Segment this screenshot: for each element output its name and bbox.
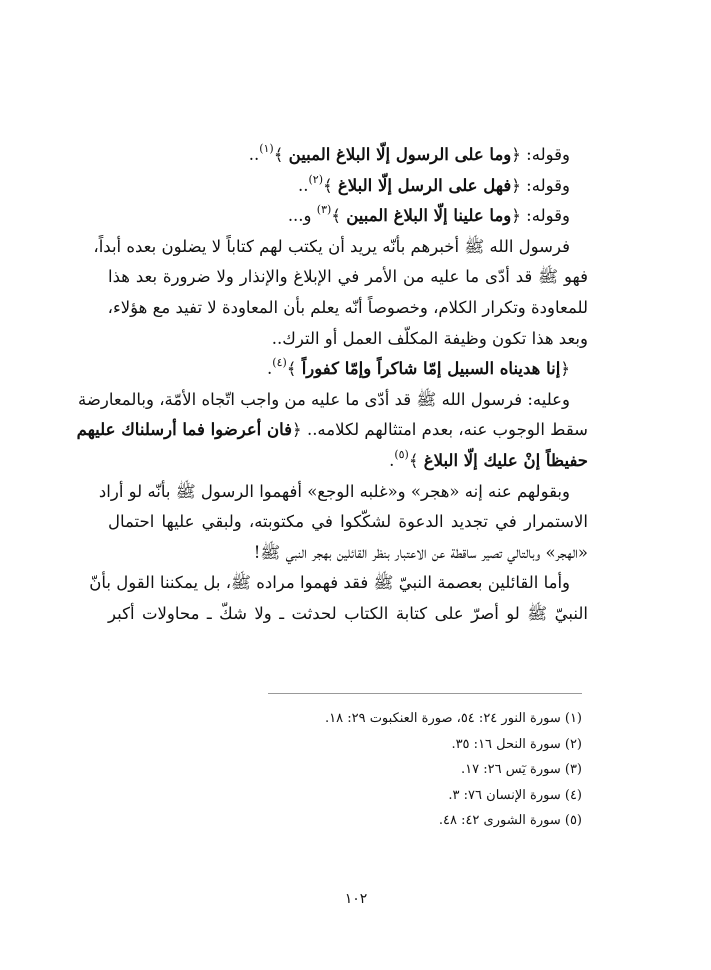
text-span: وعليه: فرسول الله ﷺ قد أدّى ما عليه من واجب اتّجاه الأمّة، وبالمعارضة (78, 389, 570, 409)
text-span: فرسول الله ﷺ أخبرهم بأنّه يريد أن يكتب لهم كتاباً لا يضلون بعده أبداً، (93, 236, 570, 256)
text-span: .. (248, 145, 260, 164)
body-text (76, 140, 588, 630)
text-line (76, 415, 588, 446)
text-line (108, 324, 588, 355)
text-span: وأما القائلين بعصمة النبيّ ﷺ فقد فهموا مراده ﷺ، بل يمكننا القول بأنّ (89, 573, 570, 593)
text-span: ﴾ (273, 145, 289, 164)
text-line (108, 171, 588, 202)
text-span: ﴾ (323, 175, 338, 195)
text-span: وقوله: ﴿ (511, 175, 570, 195)
footnote: (٢) سورة النحل ١٦: ٣٥. (451, 736, 582, 752)
text-line (108, 599, 588, 630)
page-number: ١٠٢ (344, 891, 368, 907)
text-span: وقوله: ﴿ (511, 145, 570, 164)
text-span: «الهجر» وبالتالي تصير ساقطة عن الاعتبار بنظر القائلين بهجر النبي ﷺ! (253, 542, 588, 562)
footnote: (٥) سورة الشورى ٤٢: ٤٨. (438, 813, 582, 828)
text-span: الاستمرار في تجديد الدعوة لشكّكوا في مكتوبته، ولبقي عليها احتمال (108, 512, 588, 532)
text-span: فهو ﷺ قد أدّى ما عليه من الأمر في الإبلاغ والإنذار ولا ضرورة بعد هذا (108, 267, 588, 287)
text-line (108, 262, 588, 293)
text-span: ﴾ (408, 450, 424, 470)
footnote-marker: (٤) (272, 356, 287, 370)
text-span: . (267, 359, 273, 379)
text-span: وبعد هذا تكون وظيفة المكلّف العمل أو الترك.. (271, 328, 588, 348)
text-line (108, 538, 588, 569)
text-line (78, 385, 588, 416)
text-line (89, 568, 588, 599)
text-span: ﴾ (331, 206, 347, 226)
text-line (108, 446, 588, 477)
footnotes (300, 706, 582, 834)
text-span: ﴾ (286, 359, 302, 379)
footnote-marker: (٣) (316, 203, 332, 217)
text-span: النبيّ ﷺ لو أصرّ على كتابة الكتاب لحدثت ـ ولا شكّ ـ محاولات أكبر (108, 603, 588, 623)
text-span: .. (297, 175, 309, 195)
text-line (93, 232, 588, 263)
text-span: وقوله: ﴿ (511, 206, 570, 226)
text-line (108, 507, 588, 538)
text-span: و... (287, 206, 317, 226)
footnote: (٤) سورة الإنسان ٧٦: ٣. (448, 787, 582, 803)
text-span: . (389, 450, 395, 470)
text-line (98, 477, 588, 508)
text-span: سقط الوجوب عنه، بعدم امتثالهم لكلامه.. ﴿ (292, 420, 588, 440)
quran-quote: فهل على الرسل إلّا البلاغ (337, 175, 512, 195)
text-span: للمعاودة وتكرار الكلام، وخصوصاً أنّه يعلم بأن المعاودة لا تفيد مع هؤلاء، (107, 297, 588, 317)
quran-quote: إنا هديناه السبيل إمّا شاكراً وإمّا كفوراً (301, 359, 561, 379)
quran-quote: حفيظاً إنْ عليك إلّا البلاغ (423, 450, 588, 470)
footnote: (١) سورة النور ٢٤: ٥٤، صورة العنكبوت ٢٩: ١٨. (324, 711, 582, 726)
footnote-marker: (١) (259, 142, 274, 155)
footnote: (٣) سورة يٓس ٢٦: ١٧. (460, 762, 582, 777)
footnote-marker: (٥) (394, 447, 409, 461)
text-line (108, 140, 588, 171)
quran-quote: فان أعرضوا فما أرسلناك عليهم (76, 420, 293, 440)
quran-quote: وما على الرسول إلّا البلاغ المبين (288, 145, 512, 164)
footnote-marker: (٢) (308, 172, 323, 186)
text-line (108, 201, 588, 232)
text-span: وبقولهم عنه إنه «هجر» و«غلبه الوجع» أفهموا الرسول ﷺ بأنّه لو أراد (98, 481, 570, 501)
footnote-divider (268, 693, 582, 694)
text-line (108, 354, 588, 385)
text-span: ﴿ (560, 359, 570, 379)
quran-quote: وما علينا إلّا البلاغ المبين (346, 206, 512, 226)
text-line (108, 293, 588, 324)
